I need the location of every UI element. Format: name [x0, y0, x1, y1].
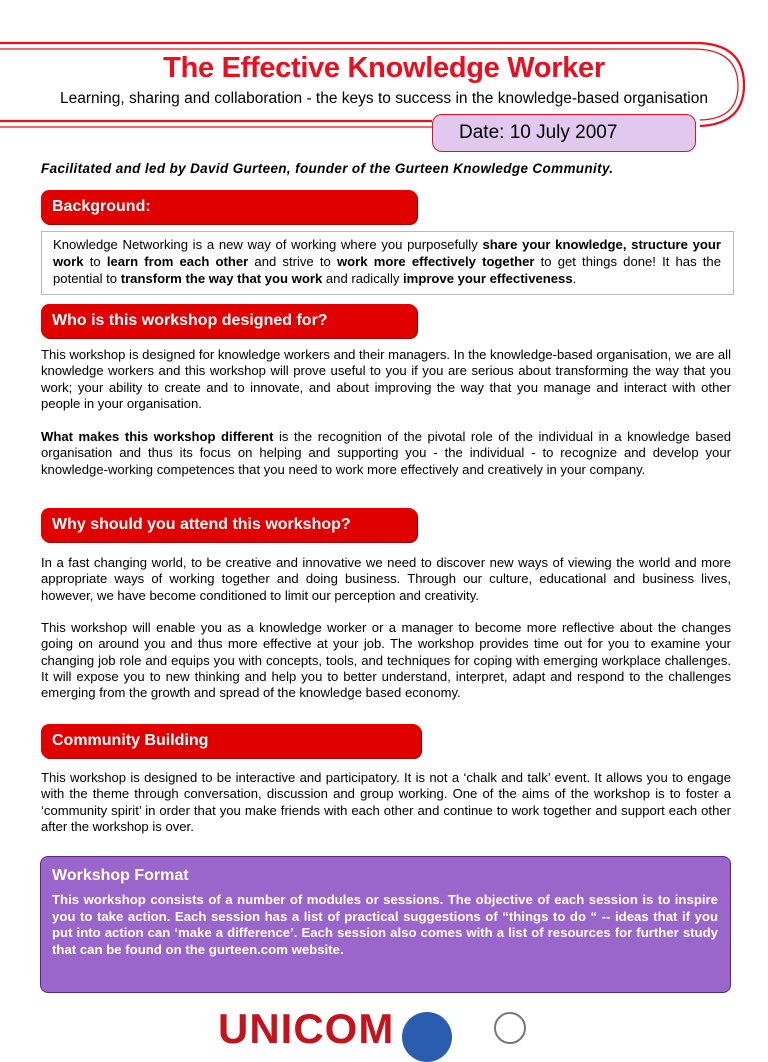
background-emphasis: transform the way that you work: [120, 271, 323, 286]
designed-for-paragraph-2: [41, 429, 731, 478]
background-emphasis: work more effectively together: [336, 254, 535, 269]
page-subtitle: Learning, sharing and collaboration - the keys to success in the knowledge-based organisation: [60, 90, 708, 107]
workshop-format-heading: Workshop Format: [52, 867, 189, 884]
designed-for-heading: Who is this workshop designed for?: [41, 304, 417, 338]
background-text: .: [572, 271, 577, 286]
community-paragraph: This workshop is designed to be interactive and participatory. It is not a ‘chalk and talk’ event. It allows you to engage with the theme through conversation, discussion and group working. One of the aims of the workshop is to foster a ‘community spirit’ in order that you make friends with each other and continue to work together and support each other after the workshop is over.: [41, 770, 731, 834]
background-emphasis: share your knowledge, structure your work: [53, 237, 721, 269]
background-emphasis: learn from each other: [106, 254, 249, 269]
why-attend-heading: Why should you attend this workshop?: [41, 508, 417, 542]
why-attend-paragraph-2: This workshop will enable you as a knowledge worker or a manager to become more reflective about the changes going on around you and thus more effective at your job. The workshop provides time out for you to examine your changing job role and equips you with concepts, tools, and techniques for coping with emerging workplace challenges. It will expose you to new thinking and help you to better understand, interpret, adapt and respond to the challenges emerging from the growth and spread of the knowledge based economy.: [41, 620, 731, 701]
facilitator-line: Facilitated and led by David Gurteen, founder of the Gurteen Knowledge Community.: [41, 161, 614, 176]
designed-for-text: is the recognition of the pivotal role of the individual in a knowledge based organisation and thus its focus on helping and supporting you - the individual - to recognize and develop your knowledge-working competences that you need to work more effectively and creatively in your company.: [41, 429, 732, 477]
background-text: Knowledge Networking is a new way of working where you purposefully: [53, 237, 483, 252]
designed-for-emphasis: What makes this workshop different: [41, 429, 274, 444]
background-text: to get things done! It has the potential to: [53, 254, 721, 286]
why-attend-paragraph-1: In a fast changing world, to be creative and innovative we need to discover new ways of viewing the world and more appropriate ways of working together and doing business. Through our culture, educational and business lives, however, we have become conditioned to limit our perception and creativity.: [41, 555, 731, 603]
workshop-format-text: This workshop consists of a number of modules or sessions. The objective of each session is to inspire you to take action. Each session has a list of practical suggestions of “things to do “ -- ideas that if you put into action can ‘make a difference’. Each session also comes with a list of resources for further study that can be found on the gurteen.com website.: [52, 892, 718, 957]
unicom-logo: UNICOM: [218, 1005, 395, 1052]
emblem-icon: [494, 1012, 526, 1044]
background-text: to: [83, 254, 107, 269]
background-emphasis: improve your effectiveness: [403, 271, 573, 286]
page-title: The Effective Knowledge Worker: [163, 52, 605, 84]
date-badge: Date: 10 July 2007: [432, 114, 696, 152]
background-heading: Background:: [41, 190, 417, 224]
community-heading: Community Building: [41, 724, 421, 758]
background-text: and strive to: [248, 254, 337, 269]
background-text: and radically: [322, 271, 404, 286]
globe-icon: [402, 1012, 452, 1062]
background-box: [41, 231, 734, 295]
workshop-format-box: [40, 856, 731, 993]
designed-for-paragraph-1: This workshop is designed for knowledge workers and their managers. In the knowledge-based organisation, we are all knowledge workers and this workshop will prove useful to you if you are serious about transforming the way that you work; your ability to create and to innovate, and about improving the way that you manage and interact with other people in your organisation.: [41, 347, 731, 411]
